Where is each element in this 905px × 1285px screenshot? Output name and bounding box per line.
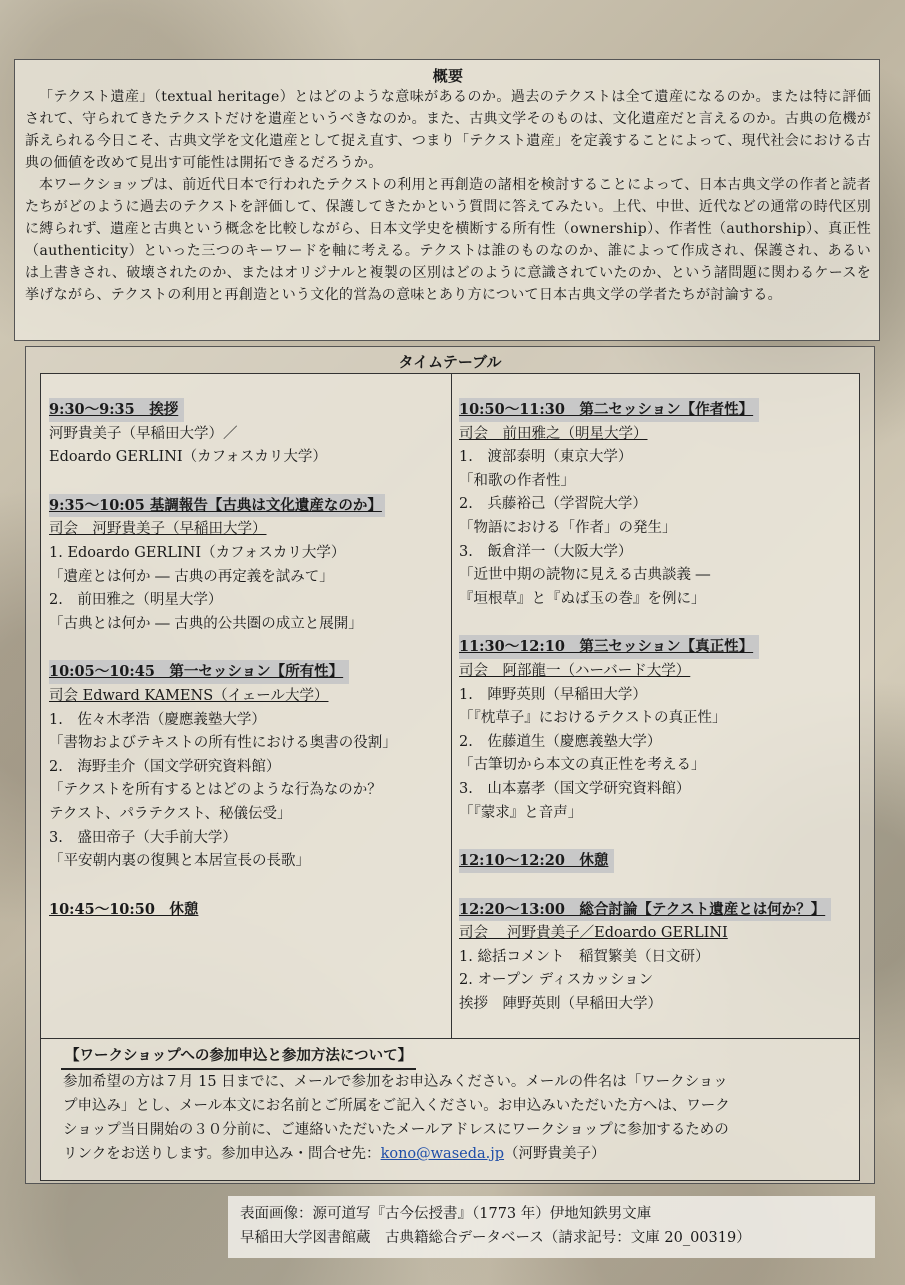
credit-line: 表面画像：源可道写『古今伝授書』（1773 年）伊地知鉄男文庫: [240, 1206, 652, 1222]
talk-title: 「『枕草子』におけるテクストの真正性」: [459, 710, 727, 727]
chair-line: 司会 河野貴美子／Edoardo GERLINI: [459, 925, 728, 942]
contact-person: （河野貴美子）: [504, 1146, 606, 1162]
abstract-paragraph-2: 本ワークショップは、前近代日本で行われたテクストの利用と再創造の諸相を検討することによって、日本古典文学の作者と読者たちがどのように過去のテクストを評価して、保護してきたかという質問に答えてみたい。上代、中世、近代などの通常の時代区別に縛られず、遺産と古典という概念を比較しながら、日本文学史を横断する所有性（ownership）、作者性（authorship）、真正性（authenticity）といった三つのキーワードを軸に考える。テクストは誰のものなのか、誰によって作成され、保護され、あるいは上書きされ、破壊されたのか、またはオリジナルと複製の区別はどのように意識されていたのか、という諸問題に関わるケースを挙げながら、テクストの利用と再創造という文化的営為の意味とあり方について日本古典文学の学者たちが討論する。: [25, 177, 871, 303]
speaker-line: 1. 佐々木孝浩（慶應義塾大学）: [49, 711, 266, 728]
speaker-line: 3. 盛田帝子（大手前大学）: [49, 829, 237, 846]
talk-title: 「物語における「作者」の発生」: [459, 519, 677, 536]
row-divider: [41, 1038, 859, 1039]
speaker-line: 2. 兵藤裕己（学習院大学）: [459, 496, 647, 513]
abstract-heading: 概要: [432, 67, 464, 85]
abstract-paragraph-1: 「テクスト遺産」（textual heritage）とはどのような意味があるのか。過去のテクストは全て遺産になるのか。または特に評価されて、守られてきたテクストだけを遺産というべきなのか。また、古典文学そのものは、文化遺産だと言えるのか。古典の危機が訴えられる今日こそ、古典文学を文化遺産として捉え直す、つまり「テクスト遺産」を定義することによって、現代社会における古典の価値を改めて見出す可能性は開拓できるだろうか。: [25, 89, 871, 171]
session-title: 9:30〜9:35 挨拶: [49, 398, 184, 422]
registration-line: プ申込み」とし、メール本文にお名前とご所属をご記入ください。お申込みいただいた方へは、ワーク: [63, 1098, 730, 1114]
talk-title: 「書物およびテキストの所有性における奥書の役割」: [49, 735, 397, 752]
timetable-right-column: [459, 398, 859, 1017]
registration-section: [61, 1044, 841, 1166]
registration-contact-label: リンクをお送りします。参加申込み・問合せ先：: [63, 1146, 381, 1162]
chair-line: 司会 Edward KAMENS（イェール大学）: [49, 687, 329, 704]
registration-line: 参加希望の方は７月 15 日までに、メールで参加をお申込みください。メールの件名は「ワークショッ: [63, 1074, 728, 1090]
speaker-line: 1. Edoardo GERLINI（カフォスカリ大学）: [49, 544, 346, 561]
talk-title: 「テクストを所有するとはどのような行為なのか？: [49, 782, 382, 799]
abstract-box: [14, 59, 880, 341]
talk-title: 「遺産とは何か ― 古典の再定義を試みて」: [49, 568, 334, 585]
registration-line: ショップ当日開始の３０分前に、ご連絡いただいたメールアドレスにワークショップに参加するための: [63, 1122, 729, 1138]
talk-title: 「『蒙求』と音声」: [459, 804, 583, 821]
talk-title: テクスト、パラテクスト、秘儀伝受」: [49, 805, 292, 822]
session-title: 10:45〜10:50 休憩: [49, 900, 199, 918]
speaker-line: 2. 前田雅之（明星大学）: [49, 592, 223, 609]
talk-title: 『垣根草』と『ぬば玉の巻』を例に」: [459, 590, 706, 607]
timetable-grid: [40, 373, 860, 1181]
speaker-line: 1. 渡部泰明（東京大学）: [459, 449, 633, 466]
chair-line: 司会 前田雅之（明星大学）: [459, 425, 648, 442]
registration-line: [61, 1142, 841, 1166]
speaker-line: 2. 海野圭介（国文学研究資料館）: [49, 758, 281, 775]
session-title: 11:30〜12:10 第三セッション【真正性】: [459, 635, 759, 659]
image-credit: [228, 1196, 875, 1258]
speaker-line: Edoardo GERLINI（カフォスカリ大学）: [49, 449, 327, 466]
talk-title: 「古典とは何か ― 古典的公共圏の成立と展開」: [49, 615, 363, 632]
speaker-line: 3. 山本嘉孝（国文学研究資料館）: [459, 780, 691, 797]
column-divider: [451, 374, 452, 1038]
speaker-line: 3. 飯倉洋一（大阪大学）: [459, 543, 633, 560]
credit-line: 早稲田大学図書館蔵 古典籍総合データベース（請求記号：文庫 20_00319）: [240, 1230, 751, 1246]
registration-heading: 【ワークショップへの参加申込と参加方法について】: [61, 1044, 416, 1070]
chair-line: 司会 阿部龍一（ハーバード大学）: [459, 662, 691, 679]
talk-title: 「古筆切から本文の真正性を考える」: [459, 757, 706, 774]
speaker-line: 1. 総括コメント 稲賀繁美（日文研）: [459, 948, 710, 965]
session-title: 9:35〜10:05 基調報告【古典は文化遺産なのか】: [49, 494, 385, 518]
timetable-left-column: [49, 398, 449, 922]
talk-title: 「平安朝内裏の復興と本居宣長の長歌」: [49, 853, 310, 870]
session-title: 12:20〜13:00 総合討論【テクスト遺産とは何か？】: [459, 898, 831, 922]
session-title: 10:50〜11:30 第二セッション【作者性】: [459, 398, 759, 422]
speaker-line: 河野貴美子（早稲田大学）／: [49, 425, 238, 442]
timetable-title: タイムテーブル: [398, 353, 502, 371]
speaker-line: 2. 佐藤道生（慶應義塾大学）: [459, 733, 662, 750]
session-title: 10:05〜10:45 第一セッション【所有性】: [49, 660, 349, 684]
speaker-line: 挨拶 陣野英則（早稲田大学）: [459, 996, 662, 1013]
timetable-frame: [25, 346, 875, 1184]
session-title: 12:10〜12:20 休憩: [459, 849, 614, 873]
chair-line: 司会 河野貴美子（早稲田大学）: [49, 521, 267, 538]
contact-email-link[interactable]: kono@waseda.jp: [380, 1146, 505, 1162]
speaker-line: 1. 陣野英則（早稲田大学）: [459, 686, 647, 703]
talk-title: 「近世中期の読物に見える古典談義 ―: [459, 567, 711, 584]
speaker-line: 2. オープン ディスカッション: [459, 972, 654, 989]
talk-title: 「和歌の作者性」: [459, 472, 575, 489]
